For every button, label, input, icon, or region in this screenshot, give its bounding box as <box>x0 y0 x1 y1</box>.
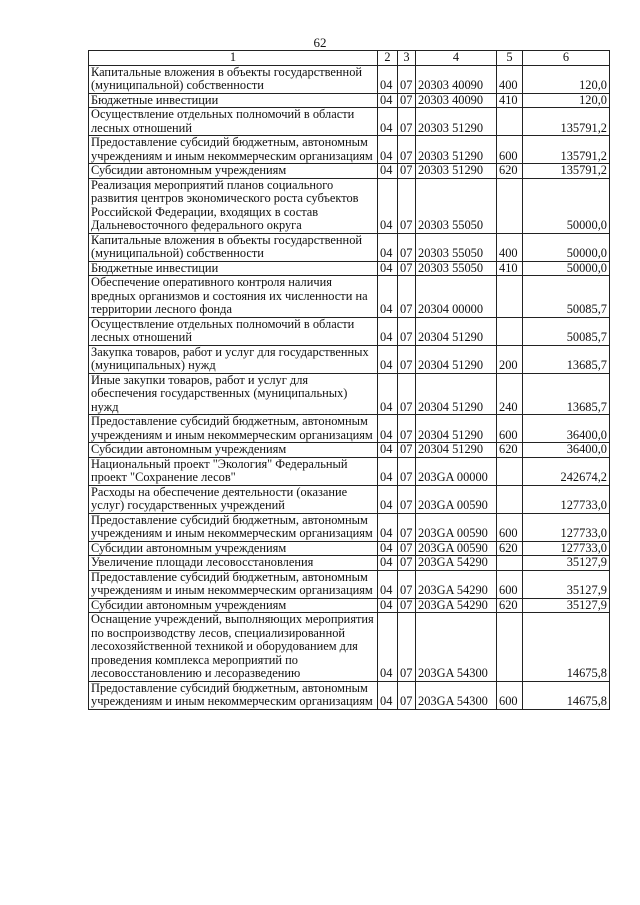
row-name-cell: Капитальные вложения в объекты государственной (муниципальной) собственности <box>89 233 378 261</box>
row-section-cell: 04 <box>378 65 398 93</box>
row-name-cell: Обеспечение оперативного контроля наличия вредных организмов и состояния их численности на территории лесного фонда <box>89 276 378 318</box>
row-target-article-cell: 203GA 54300 <box>416 681 497 709</box>
row-expense-type-cell: 600 <box>497 570 523 598</box>
row-target-article-cell: 20304 51290 <box>416 317 497 345</box>
header-cell-name: 1 <box>89 51 378 66</box>
table-row <box>89 136 610 164</box>
row-name-cell: Предоставление субсидий бюджетным, автономным учреждениям и иным некоммерческим организациям <box>89 681 378 709</box>
table-row <box>89 276 610 318</box>
header-cell-amount: 6 <box>523 51 610 66</box>
row-expense-type-cell <box>497 556 523 571</box>
row-amount-cell: 36400,0 <box>523 415 610 443</box>
row-target-article-cell: 203GA 54300 <box>416 613 497 682</box>
row-amount-cell: 50000,0 <box>523 261 610 276</box>
page-number: 62 <box>313 35 327 50</box>
row-subsection-cell: 07 <box>398 276 416 318</box>
row-target-article-cell: 203GA 00590 <box>416 541 497 556</box>
row-subsection-cell: 07 <box>398 373 416 415</box>
row-subsection-cell: 07 <box>398 108 416 136</box>
row-section-cell: 04 <box>378 345 398 373</box>
table-row <box>89 556 610 571</box>
row-expense-type-cell: 600 <box>497 136 523 164</box>
row-section-cell: 04 <box>378 108 398 136</box>
row-amount-cell: 35127,9 <box>523 570 610 598</box>
row-target-article-cell: 20304 51290 <box>416 443 497 458</box>
row-amount-cell: 50000,0 <box>523 178 610 233</box>
header-cell-section: 2 <box>378 51 398 66</box>
row-section-cell: 04 <box>378 93 398 108</box>
row-amount-cell: 35127,9 <box>523 598 610 613</box>
row-section-cell: 04 <box>378 443 398 458</box>
table-row <box>89 93 610 108</box>
row-name-cell: Иные закупки товаров, работ и услуг для обеспечения государственных (муниципальных) нужд <box>89 373 378 415</box>
row-section-cell: 04 <box>378 276 398 318</box>
row-subsection-cell: 07 <box>398 233 416 261</box>
row-target-article-cell: 203GA 54290 <box>416 570 497 598</box>
row-expense-type-cell: 620 <box>497 443 523 458</box>
row-name-cell: Субсидии автономным учреждениям <box>89 443 378 458</box>
row-expense-type-cell <box>497 613 523 682</box>
row-expense-type-cell: 600 <box>497 415 523 443</box>
row-name-cell: Национальный проект "Экология" Федеральный проект "Сохранение лесов" <box>89 457 378 485</box>
row-amount-cell: 127733,0 <box>523 541 610 556</box>
row-expense-type-cell: 620 <box>497 598 523 613</box>
table-row <box>89 108 610 136</box>
table-row <box>89 345 610 373</box>
table-row <box>89 443 610 458</box>
row-expense-type-cell: 600 <box>497 513 523 541</box>
row-expense-type-cell: 200 <box>497 345 523 373</box>
row-name-cell: Предоставление субсидий бюджетным, автономным учреждениям и иным некоммерческим организациям <box>89 136 378 164</box>
row-subsection-cell: 07 <box>398 93 416 108</box>
row-subsection-cell: 07 <box>398 457 416 485</box>
row-name-cell: Расходы на обеспечение деятельности (оказание услуг) государственных учреждений <box>89 485 378 513</box>
row-name-cell: Оснащение учреждений, выполняющих мероприятия по воспроизводству лесов, специализированной лесохозяйственной техникой и оборудованием для проведения комплекса мероприятий по лесовосстановлению и лесоразведению <box>89 613 378 682</box>
row-section-cell: 04 <box>378 178 398 233</box>
table-row <box>89 681 610 709</box>
header-row <box>89 51 610 66</box>
row-target-article-cell: 20303 55050 <box>416 233 497 261</box>
row-expense-type-cell <box>497 276 523 318</box>
row-target-article-cell: 20303 40090 <box>416 65 497 93</box>
row-target-article-cell: 20304 00000 <box>416 276 497 318</box>
row-section-cell: 04 <box>378 261 398 276</box>
row-target-article-cell: 203GA 00590 <box>416 513 497 541</box>
row-name-cell: Капитальные вложения в объекты государственной (муниципальной) собственности <box>89 65 378 93</box>
row-subsection-cell: 07 <box>398 415 416 443</box>
row-target-article-cell: 20303 51290 <box>416 164 497 179</box>
row-expense-type-cell: 620 <box>497 164 523 179</box>
row-expense-type-cell: 400 <box>497 65 523 93</box>
row-amount-cell: 14675,8 <box>523 613 610 682</box>
row-subsection-cell: 07 <box>398 136 416 164</box>
row-name-cell: Осуществление отдельных полномочий в области лесных отношений <box>89 317 378 345</box>
row-subsection-cell: 07 <box>398 570 416 598</box>
table-row <box>89 178 610 233</box>
row-section-cell: 04 <box>378 598 398 613</box>
row-section-cell: 04 <box>378 415 398 443</box>
row-expense-type-cell <box>497 457 523 485</box>
row-subsection-cell: 07 <box>398 613 416 682</box>
row-section-cell: 04 <box>378 681 398 709</box>
row-expense-type-cell <box>497 317 523 345</box>
row-name-cell: Закупка товаров, работ и услуг для государственных (муниципальных) нужд <box>89 345 378 373</box>
row-subsection-cell: 07 <box>398 65 416 93</box>
row-subsection-cell: 07 <box>398 443 416 458</box>
row-subsection-cell: 07 <box>398 556 416 571</box>
row-section-cell: 04 <box>378 457 398 485</box>
row-amount-cell: 135791,2 <box>523 164 610 179</box>
row-expense-type-cell <box>497 485 523 513</box>
row-section-cell: 04 <box>378 233 398 261</box>
header-cell-expense-type: 5 <box>497 51 523 66</box>
table-row <box>89 415 610 443</box>
table-row <box>89 541 610 556</box>
row-target-article-cell: 203GA 54290 <box>416 556 497 571</box>
row-subsection-cell: 07 <box>398 164 416 179</box>
row-name-cell: Субсидии автономным учреждениям <box>89 541 378 556</box>
row-subsection-cell: 07 <box>398 317 416 345</box>
row-name-cell: Субсидии автономным учреждениям <box>89 164 378 179</box>
table-row <box>89 457 610 485</box>
row-amount-cell: 127733,0 <box>523 485 610 513</box>
row-amount-cell: 35127,9 <box>523 556 610 571</box>
row-amount-cell: 50085,7 <box>523 317 610 345</box>
row-name-cell: Увеличение площади лесовосстановления <box>89 556 378 571</box>
row-amount-cell: 36400,0 <box>523 443 610 458</box>
row-name-cell: Бюджетные инвестиции <box>89 261 378 276</box>
row-name-cell: Субсидии автономным учреждениям <box>89 598 378 613</box>
row-section-cell: 04 <box>378 556 398 571</box>
table-row <box>89 317 610 345</box>
row-amount-cell: 120,0 <box>523 65 610 93</box>
row-expense-type-cell <box>497 178 523 233</box>
row-target-article-cell: 203GA 00590 <box>416 485 497 513</box>
row-subsection-cell: 07 <box>398 681 416 709</box>
row-name-cell: Бюджетные инвестиции <box>89 93 378 108</box>
row-section-cell: 04 <box>378 136 398 164</box>
row-amount-cell: 127733,0 <box>523 513 610 541</box>
row-name-cell: Осуществление отдельных полномочий в области лесных отношений <box>89 108 378 136</box>
row-section-cell: 04 <box>378 613 398 682</box>
row-amount-cell: 13685,7 <box>523 373 610 415</box>
header-cell-target-article: 4 <box>416 51 497 66</box>
row-section-cell: 04 <box>378 541 398 556</box>
row-name-cell: Предоставление субсидий бюджетным, автономным учреждениям и иным некоммерческим организациям <box>89 513 378 541</box>
row-expense-type-cell: 400 <box>497 233 523 261</box>
row-amount-cell: 50000,0 <box>523 233 610 261</box>
row-name-cell: Реализация мероприятий планов социального развития центров экономического роста субъектов Российской Федерации, входящих в состав Дальневосточного федерального округа <box>89 178 378 233</box>
table-row <box>89 613 610 682</box>
row-subsection-cell: 07 <box>398 485 416 513</box>
row-expense-type-cell: 620 <box>497 541 523 556</box>
row-amount-cell: 13685,7 <box>523 345 610 373</box>
row-amount-cell: 135791,2 <box>523 108 610 136</box>
row-target-article-cell: 20303 51290 <box>416 136 497 164</box>
row-subsection-cell: 07 <box>398 541 416 556</box>
row-section-cell: 04 <box>378 317 398 345</box>
header-cell-subsection: 3 <box>398 51 416 66</box>
row-section-cell: 04 <box>378 570 398 598</box>
row-section-cell: 04 <box>378 513 398 541</box>
row-section-cell: 04 <box>378 373 398 415</box>
table-row <box>89 164 610 179</box>
row-expense-type-cell: 240 <box>497 373 523 415</box>
table-row <box>89 373 610 415</box>
row-target-article-cell: 20303 40090 <box>416 93 497 108</box>
table-row <box>89 65 610 93</box>
row-amount-cell: 242674,2 <box>523 457 610 485</box>
row-target-article-cell: 20303 55050 <box>416 261 497 276</box>
row-expense-type-cell: 410 <box>497 261 523 276</box>
row-target-article-cell: 20304 51290 <box>416 345 497 373</box>
row-amount-cell: 50085,7 <box>523 276 610 318</box>
row-target-article-cell: 20304 51290 <box>416 373 497 415</box>
row-amount-cell: 14675,8 <box>523 681 610 709</box>
table-row <box>89 233 610 261</box>
table-row <box>89 261 610 276</box>
row-amount-cell: 120,0 <box>523 93 610 108</box>
row-expense-type-cell <box>497 108 523 136</box>
row-amount-cell: 135791,2 <box>523 136 610 164</box>
row-target-article-cell: 203GA 54290 <box>416 598 497 613</box>
row-target-article-cell: 203GA 00000 <box>416 457 497 485</box>
table-row <box>89 598 610 613</box>
row-name-cell: Предоставление субсидий бюджетным, автономным учреждениям и иным некоммерческим организациям <box>89 570 378 598</box>
row-section-cell: 04 <box>378 485 398 513</box>
row-subsection-cell: 07 <box>398 513 416 541</box>
row-subsection-cell: 07 <box>398 598 416 613</box>
row-name-cell: Предоставление субсидий бюджетным, автономным учреждениям и иным некоммерческим организациям <box>89 415 378 443</box>
row-target-article-cell: 20304 51290 <box>416 415 497 443</box>
row-target-article-cell: 20303 55050 <box>416 178 497 233</box>
table-row <box>89 513 610 541</box>
row-expense-type-cell: 600 <box>497 681 523 709</box>
row-target-article-cell: 20303 51290 <box>416 108 497 136</box>
row-section-cell: 04 <box>378 164 398 179</box>
budget-table <box>88 50 610 710</box>
row-subsection-cell: 07 <box>398 261 416 276</box>
table-row <box>89 485 610 513</box>
table-row <box>89 570 610 598</box>
row-expense-type-cell: 410 <box>497 93 523 108</box>
row-subsection-cell: 07 <box>398 178 416 233</box>
row-subsection-cell: 07 <box>398 345 416 373</box>
